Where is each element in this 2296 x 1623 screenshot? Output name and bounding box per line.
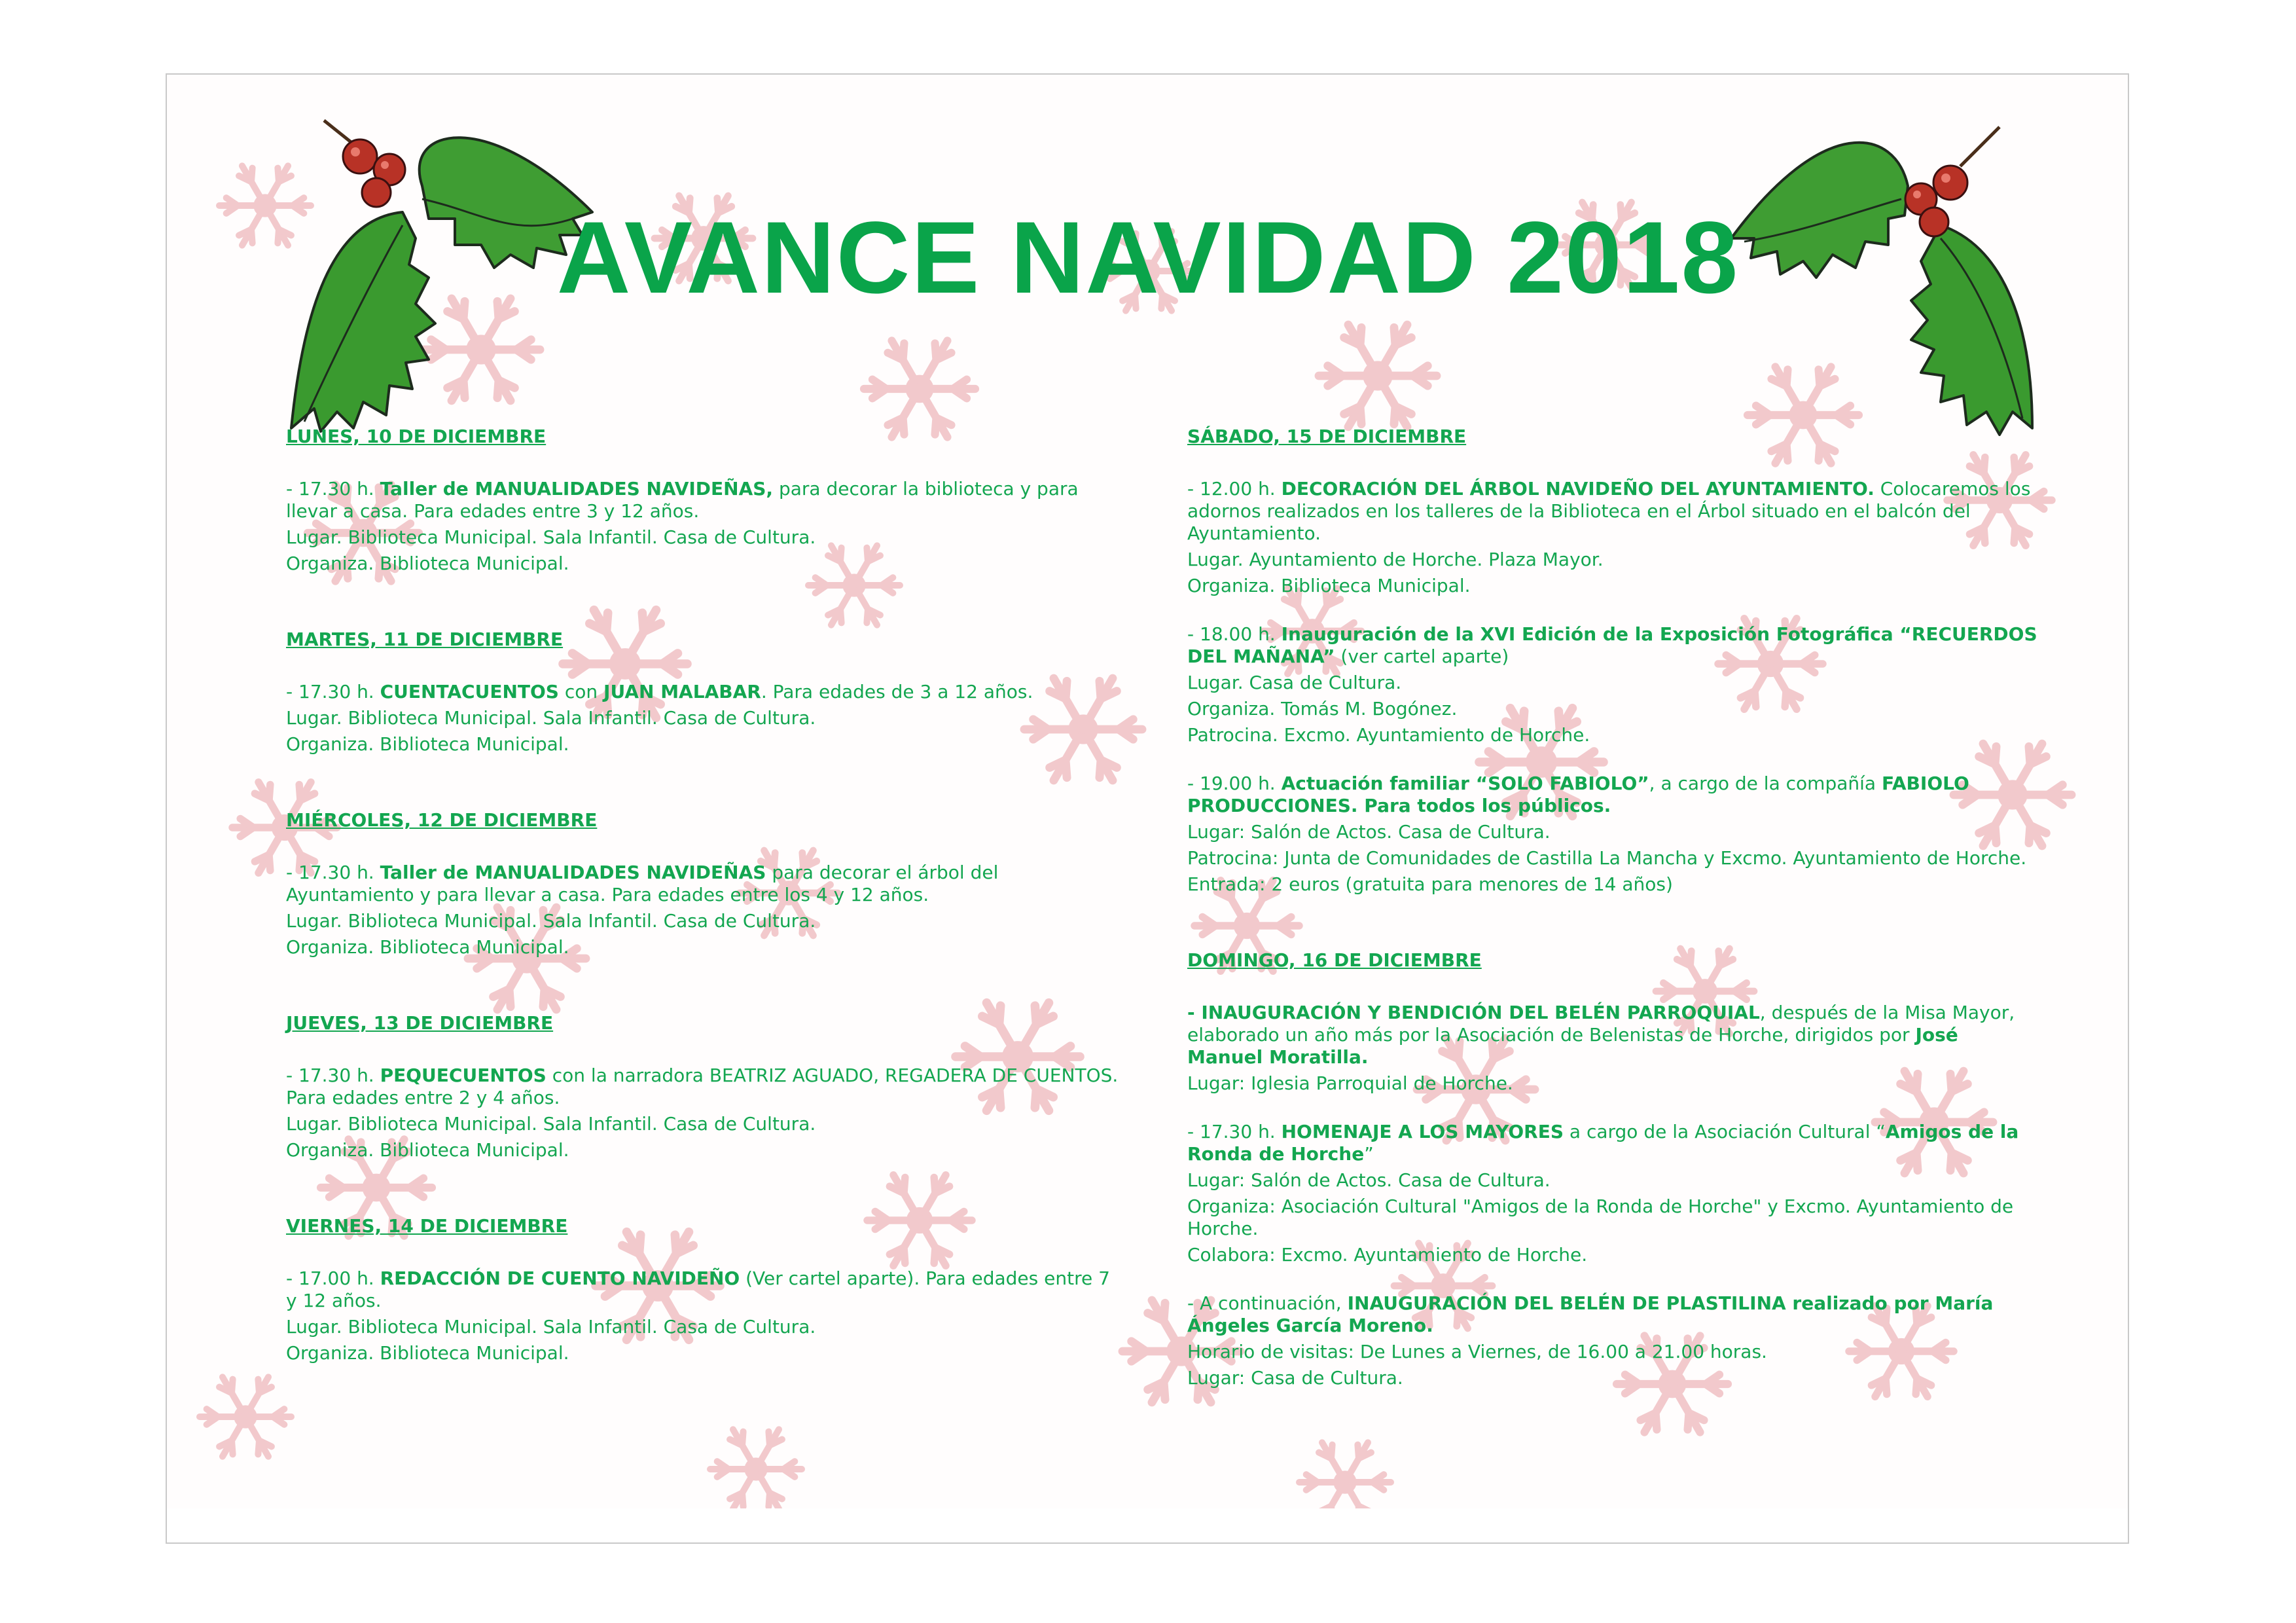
event-entry [286,1267,1124,1364]
event-entry [286,862,1124,958]
event-entry [286,478,1124,575]
event-detail: Lugar. Biblioteca Municipal. Sala Infantil. Casa de Cultura. [286,1316,816,1338]
day-section [286,629,1124,756]
event-entry [286,1065,1124,1161]
right-column [1187,426,2038,1443]
day-section [1187,949,2038,1389]
event-text: - 18.00 h. [1187,623,1282,645]
day-heading: JUEVES, 13 DE DICIEMBRE [286,1012,554,1034]
event-detail: Lugar: Casa de Cultura. [1187,1367,1403,1389]
event-text: con la narradora BEATRIZ AGUADO, REGADERA DE CUENTOS. Para edades entre 2 y 4 años. [286,1065,1119,1108]
event-description [1187,1292,2038,1337]
event-highlight: PEQUECUENTOS [380,1065,547,1086]
event-text: - 17.30 h. [286,681,380,702]
event-text: - A continuación, [1187,1292,1348,1314]
day-heading: LUNES, 10 DE DICIEMBRE [286,426,547,447]
event-highlight: DECORACIÓN DEL ÁRBOL NAVIDEÑO DEL AYUNTAMIENTO. [1281,478,1874,500]
event-detail: Lugar. Biblioteca Municipal. Sala Infantil. Casa de Cultura. [286,707,816,729]
event-detail: Lugar: Iglesia Parroquial de Horche. [1187,1072,1513,1094]
day-heading: DOMINGO, 16 DE DICIEMBRE [1187,949,1482,971]
event-description [286,478,1124,522]
day-section [286,426,1124,575]
day-heading: MARTES, 11 DE DICIEMBRE [286,629,564,650]
event-detail: Organiza. Biblioteca Municipal. [1187,575,1471,596]
event-detail: Lugar. Biblioteca Municipal. Sala Infantil. Casa de Cultura. [286,910,816,932]
event-highlight: FABIOLO PRODUCCIONES. Para todos los públicos. [1187,773,1969,816]
event-highlight: REDACCIÓN DE CUENTO NAVIDEÑO [380,1267,740,1289]
event-description [286,1267,1124,1312]
event-highlight: - INAUGURACIÓN Y BENDICIÓN DEL BELÉN PARROQUIAL [1187,1002,1760,1023]
event-highlight: Amigos de la Ronda de Horche [1187,1121,2019,1165]
event-text: - 17.00 h. [286,1267,380,1289]
event-text: - 17.30 h. [286,1065,380,1086]
event-highlight: Actuación familiar “SOLO FABIOLO” [1281,773,1649,794]
day-section [286,1215,1124,1364]
event-text: ” [1364,1143,1374,1165]
event-detail: Lugar. Biblioteca Municipal. Sala Infantil. Casa de Cultura. [286,1113,816,1135]
day-heading: SÁBADO, 15 DE DICIEMBRE [1187,426,1467,447]
snowflake-icon [1319,325,1437,427]
event-description [1187,1121,2038,1165]
event-text: , a cargo de la compañía [1649,773,1882,794]
event-entry [1187,773,2038,896]
event-text: para decorar la biblioteca y para llevar a casa. Para edades entre 3 y 12 años. [286,478,1079,522]
event-entry [1187,1121,2038,1266]
day-section [1187,426,2038,896]
event-detail: Horario de visitas: De Lunes a Viernes, de 16.00 a 21.00 horas. [1187,1341,1767,1362]
event-description [1187,1002,2038,1068]
day-heading: VIERNES, 14 DE DICIEMBRE [286,1215,568,1237]
left-column [286,426,1124,1418]
event-text: (ver cartel aparte) [1335,646,1509,667]
event-highlight: José Manuel Moratilla. [1187,1024,1958,1068]
day-heading: MIÉRCOLES, 12 DE DICIEMBRE [286,809,598,831]
event-detail: Lugar. Casa de Cultura. [1187,672,1402,693]
event-highlight: Taller de MANUALIDADES NAVIDEÑAS [380,862,766,883]
event-text: (Ver cartel aparte). Para edades entre 7 y 12 años. [286,1267,1110,1311]
event-detail: Lugar: Salón de Actos. Casa de Cultura. [1187,1169,1551,1191]
event-detail: Organiza. Biblioteca Municipal. [286,553,569,574]
event-text: a cargo de la Asociación Cultural “ [1564,1121,1886,1142]
event-entry [286,681,1124,756]
event-entry [1187,478,2038,597]
event-detail: Lugar: Salón de Actos. Casa de Cultura. [1187,821,1551,843]
day-section [286,1012,1124,1161]
event-text: Colocaremos los adornos realizados en los talleres de la Biblioteca en el Árbol situado en el balcón del Ayuntamiento. [1187,478,2031,544]
event-detail: Organiza. Biblioteca Municipal. [286,733,569,755]
event-description [1187,623,2038,668]
event-highlight: JUAN MALABAR [603,681,761,702]
event-entry [1187,1292,2038,1389]
event-highlight: INAUGURACIÓN DEL BELÉN DE PLASTILINA realizado por María Ángeles García Moreno. [1187,1292,1994,1336]
event-description [286,681,1124,703]
event-text: - 19.00 h. [1187,773,1282,794]
snowflake-icon [864,340,975,437]
event-detail: Colabora: Excmo. Ayuntamiento de Horche. [1187,1244,1588,1266]
snowflake-icon [200,1377,291,1456]
event-detail: Organiza. Biblioteca Municipal. [286,936,569,958]
event-description [1187,773,2038,817]
event-description [1187,478,2038,545]
event-highlight: Inauguración de la XVI Edición de la Exposición Fotográfica “RECUERDOS DEL MAÑANA” [1187,623,2037,667]
event-text: . Para edades de 3 a 12 años. [761,681,1033,702]
event-text: para decorar el árbol del Ayuntamiento y para llevar a casa. Para edades entre los 4 y 12 años. [286,862,999,905]
event-highlight: HOMENAJE A LOS MAYORES [1281,1121,1564,1142]
event-text: - 17.30 h. [286,862,380,883]
event-highlight: Taller de MANUALIDADES NAVIDEÑAS, [380,478,774,500]
event-detail: Lugar. Ayuntamiento de Horche. Plaza Mayor. [1187,549,1604,570]
event-entry [1187,1002,2038,1095]
event-text: - 17.30 h. [1187,1121,1282,1142]
event-description [286,862,1124,906]
bottom-strip [167,1508,2128,1542]
event-detail: Lugar. Biblioteca Municipal. Sala Infantil. Casa de Cultura. [286,526,816,548]
event-detail: Entrada: 2 euros (gratuita para menores de 14 años) [1187,873,1673,895]
event-text: con [558,681,604,702]
event-detail: Patrocina. Excmo. Ayuntamiento de Horche. [1187,724,1590,746]
event-detail: Organiza. Biblioteca Municipal. [286,1342,569,1364]
event-detail: Patrocina: Junta de Comunidades de Castilla La Mancha y Excmo. Ayuntamiento de Horche. [1187,847,2027,869]
event-detail: Organiza: Asociación Cultural "Amigos de la Ronda de Horche" y Excmo. Ayuntamiento de Horche. [1187,1195,2014,1239]
snowflake-icon [710,1429,802,1508]
page-title: AVANCE NAVIDAD 2018 [556,201,1740,315]
event-highlight: CUENTACUENTOS [380,681,559,702]
event-text: - 12.00 h. [1187,478,1282,500]
day-section [286,809,1124,958]
event-text: , después de la Misa Mayor, elaborado un año más por la Asociación de Belenistas de Horche, dirigidos por [1187,1002,2015,1046]
event-detail: Organiza. Biblioteca Municipal. [286,1139,569,1161]
event-description [286,1065,1124,1109]
event-text: - 17.30 h. [286,478,380,500]
event-entry [1187,623,2038,746]
event-detail: Organiza. Tomás M. Bogónez. [1187,698,1458,720]
